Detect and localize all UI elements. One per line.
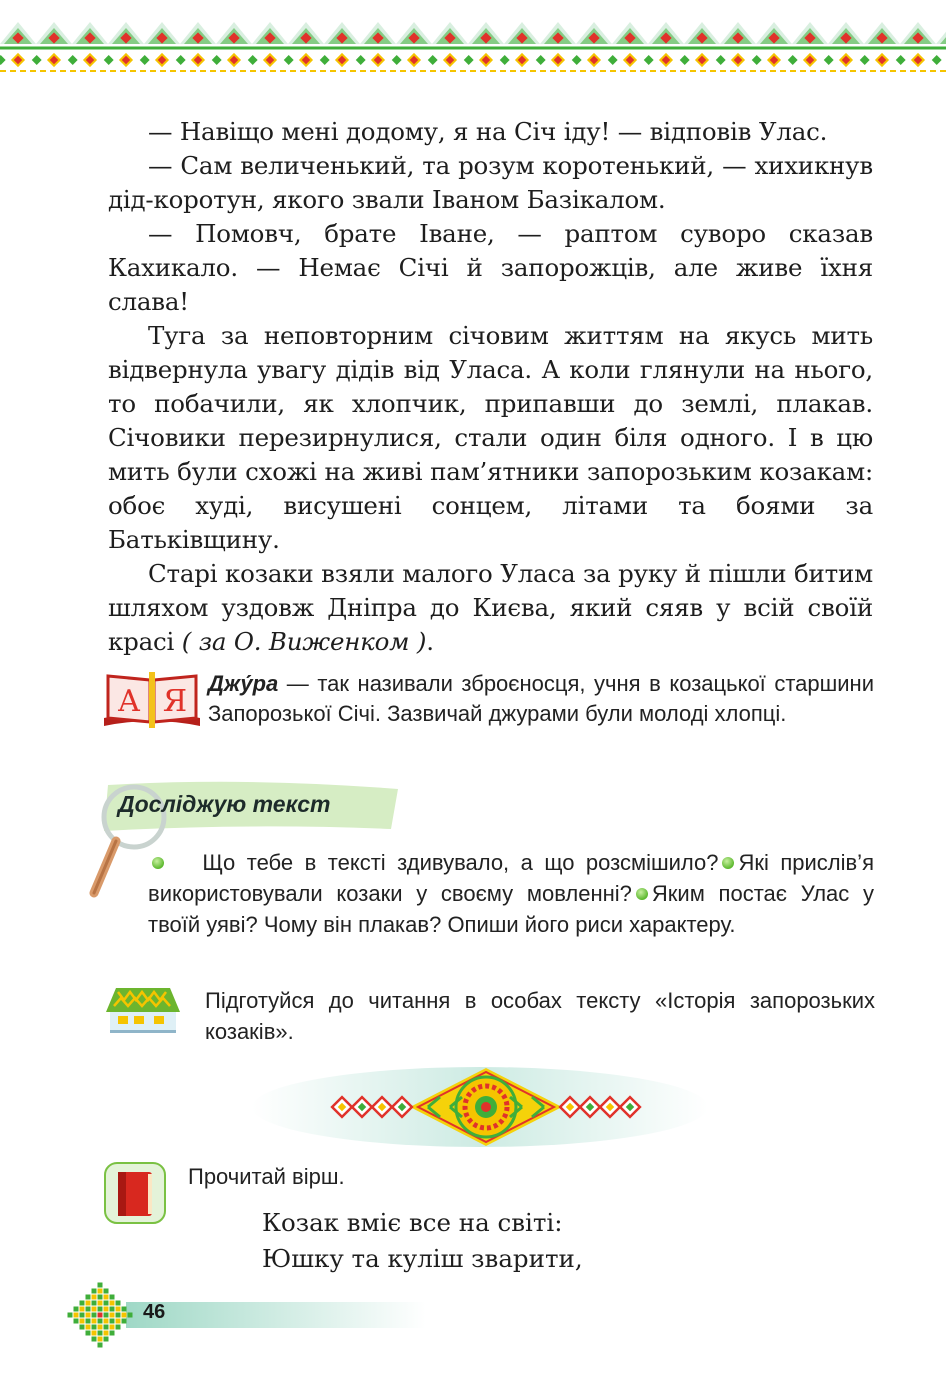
paragraph-3: — Помовч, брате Іване, — раптом суворо сказав Кахикало. — Немає Січі й запорожців, але живе їхня слава! <box>108 219 873 316</box>
divider-ornament-icon <box>250 1062 710 1152</box>
task-read: Прочитай вірш. <box>188 1164 345 1189</box>
book-icon <box>104 1162 166 1224</box>
top-border-ornament <box>0 0 946 82</box>
glossary-definition: — так називали зброєносця, учня в козацької старшини Запорозької Січі. Зазвичай джурами були молоді хлопці. <box>208 671 874 726</box>
poem-line-1: Козак вміє все на світі: <box>262 1208 563 1237</box>
icon-letter-a: А <box>117 684 141 719</box>
story-text <box>108 115 873 659</box>
paragraph-5-text: Старі козаки взяли малого Уласа за руку й пішли битим шляхом уздовж Дніпра до Києва, який сяяв у всій своїй красі <box>108 559 873 656</box>
bullet-icon <box>722 857 734 869</box>
footer-ornament <box>66 1278 436 1352</box>
author-credit: ( за О. Виженком ) <box>181 627 427 656</box>
section-title: Досліджую текст <box>118 791 331 817</box>
icon-letter-ya: Я <box>162 684 188 719</box>
task-prepare: Підготуйся до читання в особах тексту «Історія запорозьких козаків». <box>205 988 875 1044</box>
glossary-term: Джу́ра <box>208 671 279 696</box>
question-2: Які прислів’я використовували козаки у своєму мовленні? <box>148 850 874 906</box>
glossary-note <box>208 669 874 729</box>
page-number: 46 <box>143 1301 166 1323</box>
paragraph-4: Туга за неповторним січовим життям на якусь мить відвернула увагу дідів від Уласа. А коли глянули на нього, то побачили, як хлопчик, припавши до землі, плакав. Січовики перезирнулися, стали один біля одного. І в цю мить були схожі на живі пам’ятники запорозьким козакам: обоє худі, висушені сонцем, літами та боями за Батьківщину. <box>108 321 873 554</box>
border-ornament-icon <box>0 0 946 82</box>
poem-line-2: Юшку та куліш зварити, <box>262 1244 583 1273</box>
divider-ornament <box>250 1062 710 1152</box>
alphabet-book-icon <box>100 668 204 730</box>
question-1: Що тебе в тексті здивувало, а що розсмішило? <box>202 850 719 875</box>
paragraph-2: — Сам величенький, та розум коротенький, — хихикнув дід-коротун, якого звали Іваном Базікалом. <box>108 151 873 214</box>
paragraph-1: — Навіщо мені додому, я на Січ іду! — відповів Улас. <box>148 117 828 146</box>
paragraph-5 <box>108 557 873 659</box>
bullet-icon <box>636 888 648 900</box>
poem <box>262 1205 583 1277</box>
corner-ornament-icon <box>66 1278 436 1352</box>
house-icon <box>104 986 182 1034</box>
question-3: Яким постає Улас у твоїй уяві? Чому він плакав? Опиши його риси характеру. <box>148 881 874 937</box>
bullet-icon <box>152 857 164 869</box>
questions-block <box>148 847 874 940</box>
paragraph-5-end: . <box>426 627 434 656</box>
